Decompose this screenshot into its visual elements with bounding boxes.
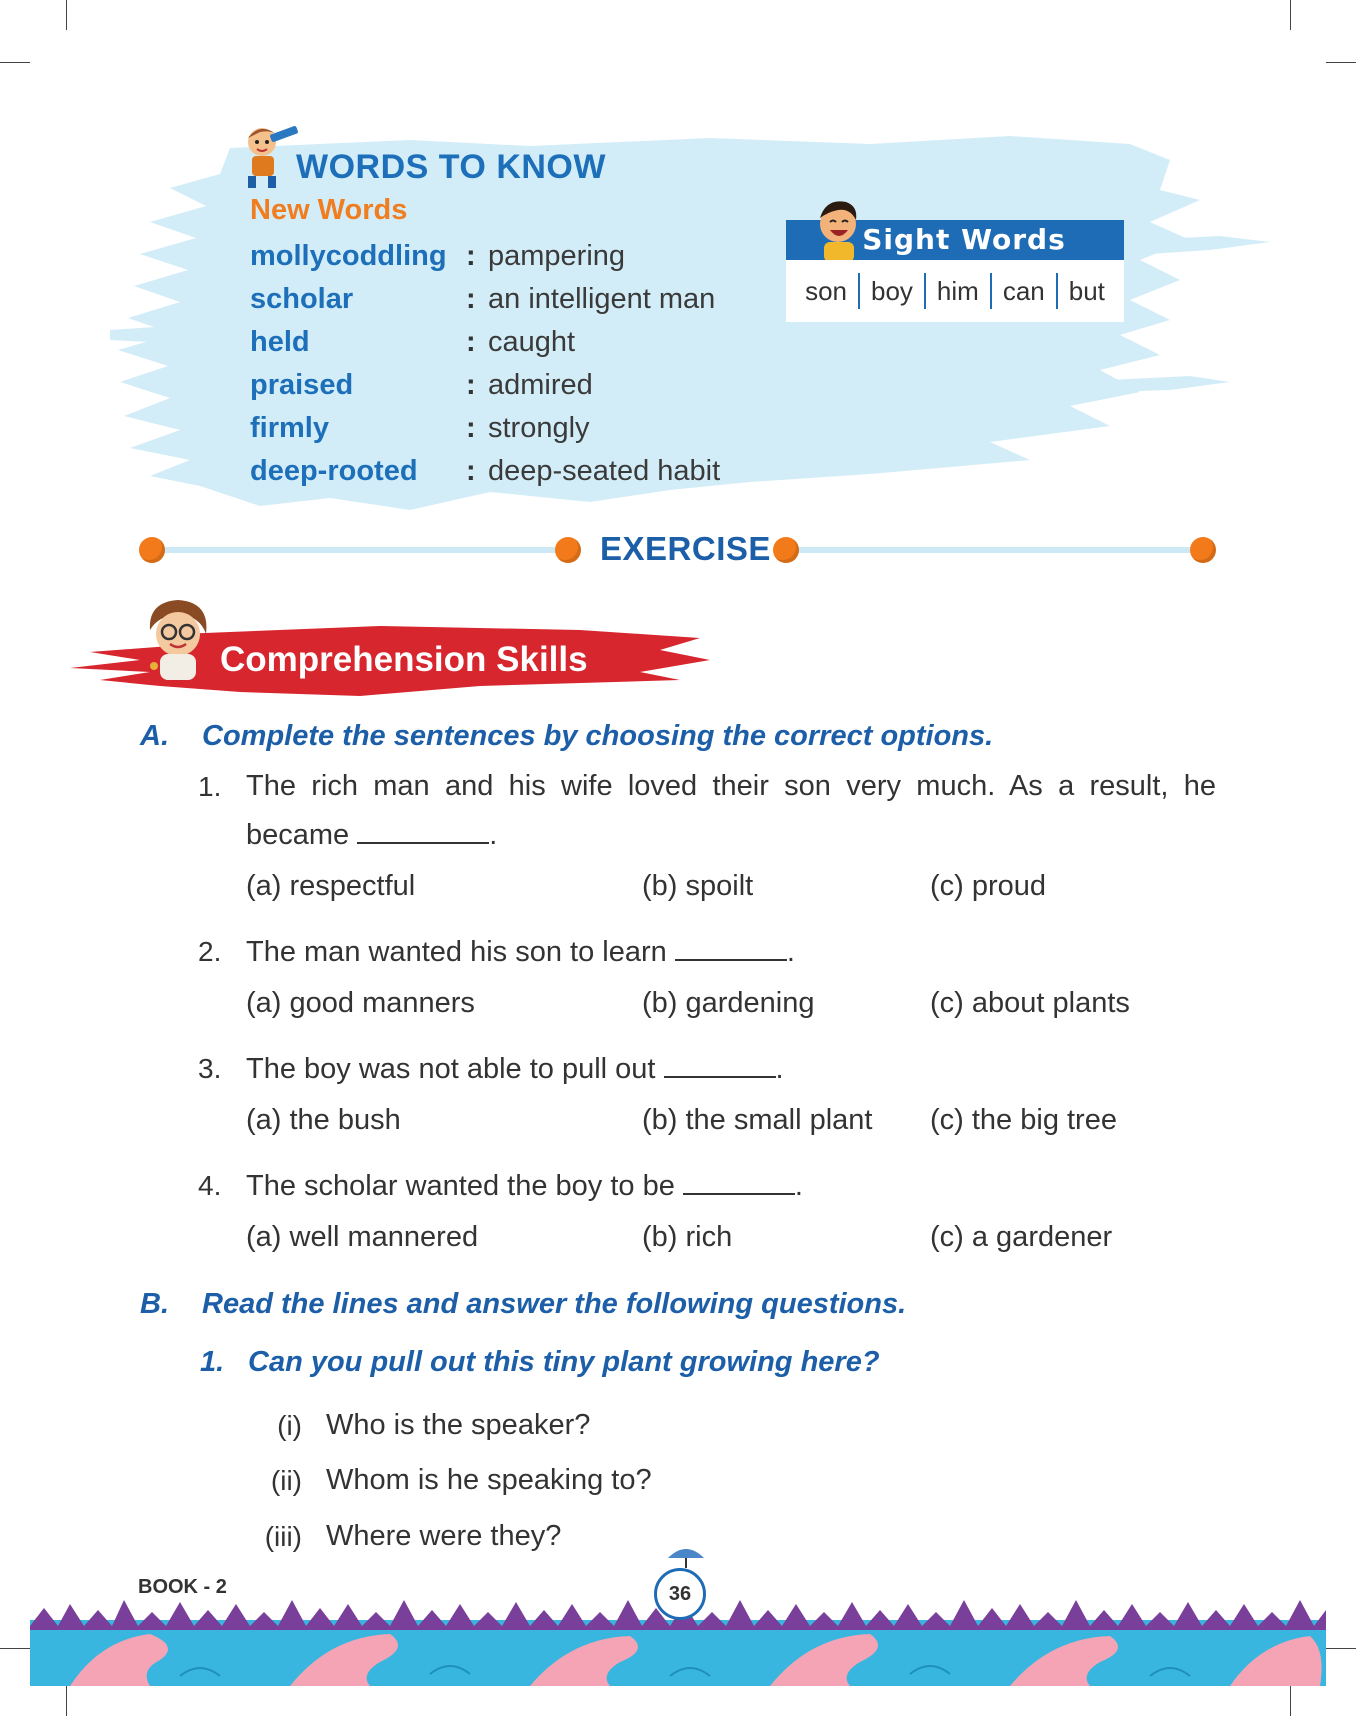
question-text: Can you pull out this tiny plant growing here? xyxy=(248,1346,880,1378)
option-c: (c) the big tree xyxy=(930,1104,1117,1136)
word: deep-rooted xyxy=(250,455,418,487)
sight-words-title: Sight Words xyxy=(786,220,1124,260)
option-b: (b) the small plant xyxy=(642,1104,873,1136)
option-c: (c) a gardener xyxy=(930,1221,1113,1253)
meaning: strongly xyxy=(488,412,590,444)
sight-word: but xyxy=(1068,275,1105,306)
comprehension-title: Comprehension Skills xyxy=(220,640,588,679)
option-a: (a) well mannered xyxy=(246,1221,479,1253)
colon: : xyxy=(466,326,476,358)
crop-mark xyxy=(66,0,67,30)
question-text xyxy=(246,1169,803,1203)
word: held xyxy=(250,326,310,358)
period: . xyxy=(489,819,498,851)
option-b: (b) rich xyxy=(642,1221,733,1253)
question-text xyxy=(246,1052,784,1086)
sub-question-text: Whom is he speaking to? xyxy=(326,1464,652,1496)
question-text: The scholar wanted the boy to be xyxy=(246,1170,675,1202)
sight-words-list xyxy=(786,260,1124,322)
answer-blank xyxy=(357,818,489,844)
crop-mark xyxy=(1326,1648,1356,1649)
word: scholar xyxy=(250,283,354,315)
crop-mark xyxy=(66,1686,67,1716)
orange-dot-icon xyxy=(1190,537,1216,563)
section-b-label: B. xyxy=(140,1288,169,1320)
exercise-divider-line xyxy=(796,547,1196,553)
question-text: The rich man and his wife loved their son very much. As a result, he xyxy=(246,770,1216,802)
orange-dot-icon xyxy=(555,537,581,563)
meaning: caught xyxy=(488,326,576,358)
colon: : xyxy=(466,240,476,272)
option-a: (a) the bush xyxy=(246,1104,401,1136)
colon: : xyxy=(466,455,476,487)
exercise-divider-line xyxy=(152,547,560,553)
colon: : xyxy=(466,412,476,444)
answer-blank xyxy=(683,1169,795,1195)
sub-question-text: Where were they? xyxy=(326,1520,562,1552)
exercise-heading: EXERCISE xyxy=(600,530,771,567)
question-number: 3. xyxy=(198,1053,222,1084)
girl-glasses-icon xyxy=(140,596,218,682)
words-to-know-title: WORDS TO KNOW xyxy=(296,148,606,186)
question-number: 4. xyxy=(198,1170,222,1201)
sight-word: boy xyxy=(871,275,913,306)
bird-umbrella-icon xyxy=(664,1540,708,1570)
word: mollycoddling xyxy=(250,240,447,272)
option-b: (b) gardening xyxy=(642,987,815,1019)
section-b-instruction: Read the lines and answer the following questions. xyxy=(202,1288,907,1320)
meaning: deep-seated habit xyxy=(488,455,721,487)
option-a: (a) respectful xyxy=(246,870,416,902)
crop-mark xyxy=(1290,0,1291,30)
sub-question-number: (i) xyxy=(277,1410,302,1441)
meaning: an intelligent man xyxy=(488,283,716,315)
sub-question-text: Who is the speaker? xyxy=(326,1409,591,1441)
question-text xyxy=(246,935,795,969)
word: firmly xyxy=(250,412,329,444)
question-number: 1. xyxy=(200,1346,225,1378)
period: . xyxy=(794,1170,803,1202)
kid-pencil-icon xyxy=(230,120,302,192)
sight-word: can xyxy=(1002,275,1045,306)
section-a-instruction: Complete the sentences by choosing the correct options. xyxy=(202,720,994,752)
period: . xyxy=(775,1053,784,1085)
new-words-subtitle: New Words xyxy=(250,194,408,226)
crop-mark xyxy=(1326,62,1356,63)
orange-dot-icon xyxy=(139,537,165,563)
sub-question-number: (iii) xyxy=(264,1521,302,1552)
question-number: 1. xyxy=(198,771,222,802)
page-number: 36 xyxy=(654,1568,706,1620)
option-a: (a) good manners xyxy=(246,987,475,1019)
meaning: admired xyxy=(488,369,593,401)
crop-mark xyxy=(1290,1686,1291,1716)
question-text-continued xyxy=(246,818,497,852)
orange-dot-icon xyxy=(773,537,799,563)
colon: : xyxy=(466,369,476,401)
meaning: pampering xyxy=(488,240,626,272)
question-number: 2. xyxy=(198,936,222,967)
question-text: The man wanted his son to learn xyxy=(246,936,667,968)
word: praised xyxy=(250,369,354,401)
answer-blank xyxy=(664,1052,776,1078)
option-c: (c) proud xyxy=(930,870,1047,902)
crop-mark xyxy=(0,1648,30,1649)
section-a-label: A. xyxy=(140,720,169,752)
laughing-boy-icon xyxy=(806,194,872,264)
option-c: (c) about plants xyxy=(930,987,1130,1019)
question-text: became xyxy=(246,819,350,851)
option-b: (b) spoilt xyxy=(642,870,754,902)
sight-word: son xyxy=(805,275,847,306)
crop-mark xyxy=(0,62,30,63)
sub-question-number: (ii) xyxy=(270,1465,302,1496)
sight-word: him xyxy=(936,275,979,306)
period: . xyxy=(786,936,795,968)
question-text: The boy was not able to pull out xyxy=(246,1053,656,1085)
answer-blank xyxy=(675,935,787,961)
book-label: BOOK - 2 xyxy=(138,1576,227,1598)
colon: : xyxy=(466,283,476,315)
